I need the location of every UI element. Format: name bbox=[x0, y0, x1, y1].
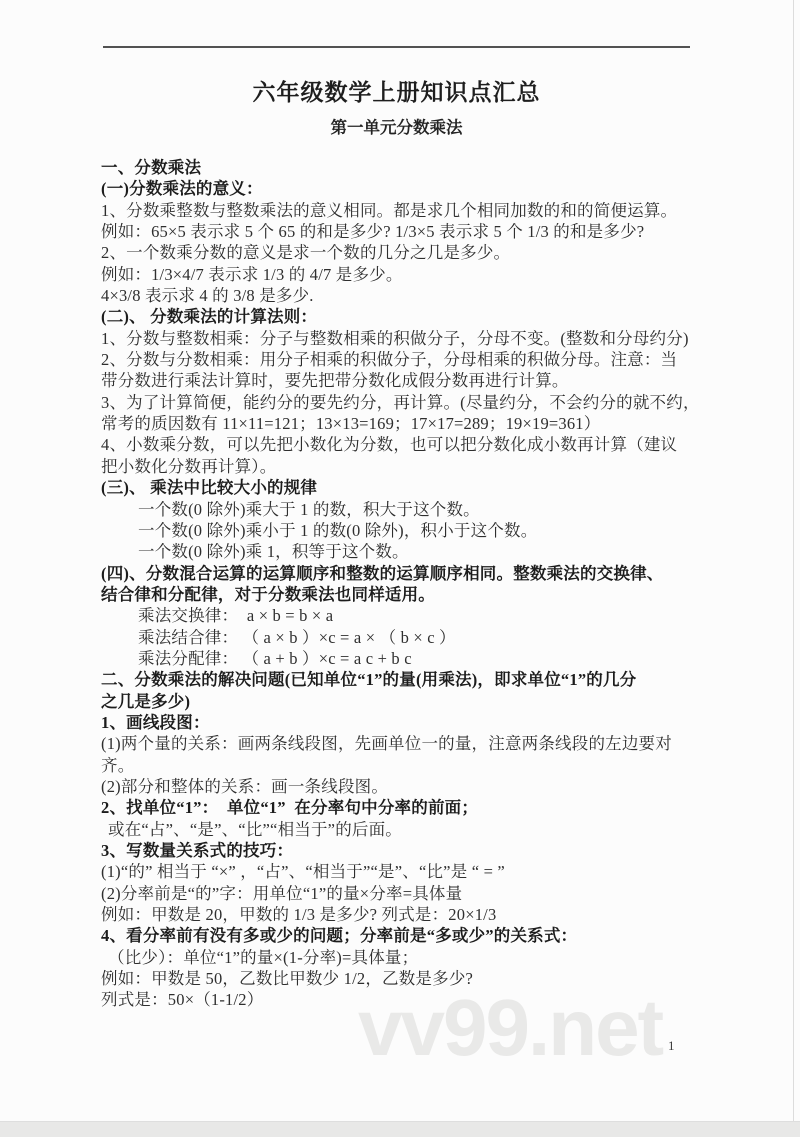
text-line: 2、一个数乘分数的意义是求一个数的几分之几是多少。 bbox=[101, 243, 511, 263]
text-line: 1、画线段图： bbox=[101, 712, 210, 732]
header-divider bbox=[103, 46, 690, 48]
text-line: 乘法分配律： （ a + b ）×c = a c + b c bbox=[138, 648, 412, 668]
text-line: 一个数(0 除外)乘 1，积等于这个数。 bbox=[138, 542, 409, 562]
text-line: 结合律和分配律，对于分数乘法也同样适用。 bbox=[101, 584, 435, 604]
text-line: 带分数进行乘法计算时，要先把带分数化成假分数再进行计算。 bbox=[101, 371, 569, 391]
text-line: 二、分数乘法的解决问题(已知单位“1”的量(用乘法)，即求单位“1”的几分 bbox=[101, 670, 637, 690]
text-line: 齐。 bbox=[101, 755, 135, 775]
text-line: 乘法结合律： （ a × b ）×c = a × （ b × c ） bbox=[138, 627, 456, 647]
text-line: （比少）：单位“1”的量×(1-分率)=具体量； bbox=[108, 947, 419, 967]
text-line: 乘法交换律： a × b = b × a bbox=[138, 606, 334, 626]
text-line: 3、为了计算简便，能约分的要先约分，再计算。(尽量约分，不会约分的就不约， bbox=[101, 392, 700, 412]
text-line: 列式是：50×（1-1/2） bbox=[101, 990, 264, 1010]
page-title: 六年级数学上册知识点汇总 bbox=[252, 80, 541, 105]
text-line: 4、小数乘分数，可以先把小数化为分数，也可以把分数化成小数再计算（建议 bbox=[101, 435, 678, 455]
text-line: 常考的质因数有 11×11=121；13×13=169；17×17=289；19×19=361） bbox=[101, 414, 601, 434]
text-line: (2)分率前是“的”字：用单位“1”的量×分率=具体量 bbox=[101, 883, 463, 903]
watermark: vv99.net bbox=[358, 983, 663, 1072]
text-line: 例如：甲数是 20，甲数的 1/3 是多少? 列式是：20×1/3 bbox=[101, 905, 497, 925]
text-line: (1)两个量的关系：画两条线段图，先画单位一的量，注意两条线段的左边要对 bbox=[101, 734, 672, 754]
page-bottom-band bbox=[0, 1121, 800, 1137]
text-line: 一、分数乘法 bbox=[101, 158, 202, 177]
document-lines bbox=[101, 157, 701, 1011]
text-line: 1、分数与整数相乘：分子与整数相乘的积做分子，分母不变。(整数和分母约分) bbox=[101, 328, 689, 348]
text-line: 2、找单位“1”： 单位“1” 在分率句中分率的前面； bbox=[101, 798, 479, 818]
text-line: 2、分数与分数相乘：用分子相乘的积做分子，分母相乘的积做分母。注意：当 bbox=[101, 350, 678, 370]
text-line: (2)部分和整体的关系：画一条线段图。 bbox=[101, 776, 389, 796]
text-line: (1)“的” 相当于 “×” ，“占”、“相当于”“是”、“比”是 “ = ” bbox=[101, 862, 505, 882]
text-line: 例如：甲数是 50，乙数比甲数少 1/2，乙数是多少? bbox=[101, 969, 474, 989]
page-number: 1 bbox=[668, 1038, 675, 1053]
text-line: 4×3/8 表示求 4 的 3/8 是多少. bbox=[101, 286, 314, 306]
text-line: (四)、分数混合运算的运算顺序和整数的运算顺序相同。整数乘法的交换律、 bbox=[101, 563, 664, 583]
text-line: (二)、 分数乘法的计算法则： bbox=[101, 307, 318, 327]
text-line: 一个数(0 除外)乘大于 1 的数，积大于这个数。 bbox=[138, 499, 480, 519]
text-line: 4、看分率前有没有多或少的问题；分率前是“多或少”的关系式： bbox=[101, 926, 578, 946]
page-subtitle: 第一单元分数乘法 bbox=[330, 118, 463, 137]
text-line: (一)分数乘法的意义： bbox=[101, 179, 263, 199]
text-line: 例如：65×5 表示求 5 个 65 的和是多少? 1/3×5 表示求 5 个 1/3 的和是多少? bbox=[101, 222, 645, 242]
text-line: 一个数(0 除外)乘小于 1 的数(0 除外)，积小于这个数。 bbox=[138, 520, 538, 540]
page-right-edge bbox=[793, 0, 794, 1121]
text-line: 例如：1/3×4/7 表示求 1/3 的 4/7 是多少。 bbox=[101, 264, 403, 284]
text-line: (三)、 乘法中比较大小的规律 bbox=[101, 478, 318, 498]
text-line: 或在“占”、“是”、“比”“相当于”的后面。 bbox=[108, 819, 402, 839]
text-line: 把小数化分数再计算）。 bbox=[101, 456, 277, 476]
text-line: 1、分数乘整数与整数乘法的意义相同。都是求几个相同加数的和的简便运算。 bbox=[101, 200, 678, 220]
text-line: 3、写数量关系式的技巧： bbox=[101, 841, 294, 860]
text-line: 之几是多少) bbox=[101, 691, 191, 711]
